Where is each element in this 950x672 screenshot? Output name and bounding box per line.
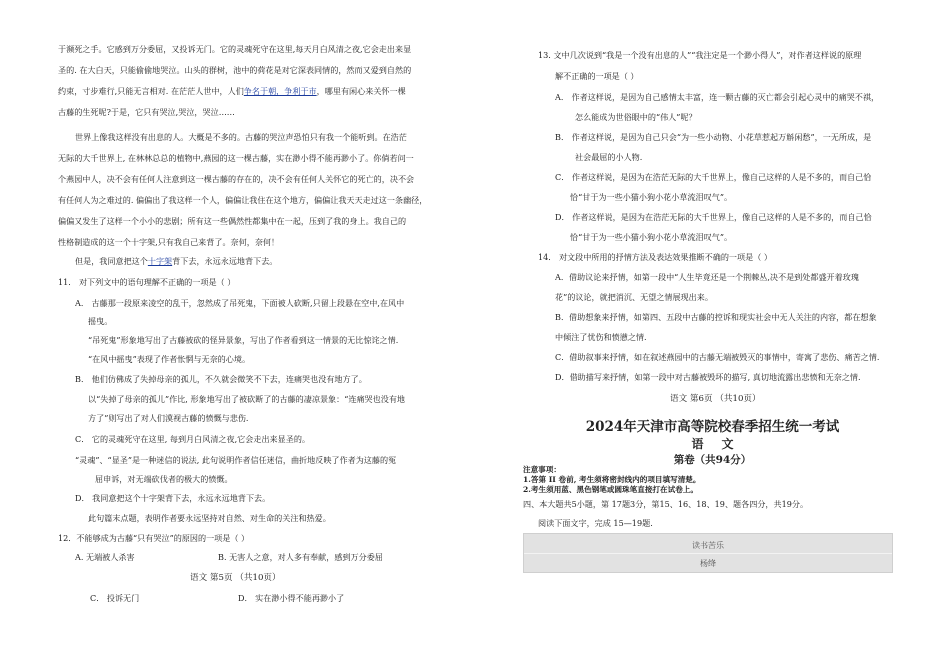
text-line: 摇曳。	[88, 316, 113, 326]
text-line: 恰“甘于为一些小猫小狗小花小草流泪叹气”。	[570, 232, 733, 242]
option-a: A． 古藤那一段原来凌空的乱干，忽然成了吊死鬼，下面被人砍断,只留上段悬在空中,在风中	[75, 298, 405, 308]
exam-title: 2024年天津市高等院校春季招生统一考试	[585, 419, 840, 435]
idiom-link[interactable]: 争名于朝，争利于市	[243, 86, 317, 96]
divider	[524, 553, 892, 554]
text-line: 解不正确的一项是（ ）	[555, 71, 639, 81]
text-line: 以“失掉了母亲的孤儿”作比, 形象地写出了被砍断了的古藤的凄凉景象：“连痛哭也没有地	[88, 394, 406, 404]
article-author: 杨绛	[700, 559, 716, 568]
option-b: B． 他们仿佛成了失掉母亲的孤儿，不久就会微笑不下去，连痛哭也没有地方了。	[75, 374, 367, 384]
notice-heading: 注意事项：	[523, 465, 561, 474]
page-footer: 语文 第5页 （共10页）	[190, 573, 281, 583]
text-line: “吊死鬼”形象地写出了古藤被砍的怪异景象，写出了作者看到这一情景的无比惊诧之情.	[88, 335, 399, 345]
question-11: 11． 对下列文中的语句理解不正确的一项是（ ）	[58, 277, 236, 287]
text-line: 圣的. 在大白天，只能偷偷地哭泣。山头的群树，池中的荷花是对它深表同情的，然而又爱到自然的	[58, 65, 412, 75]
right-page	[475, 0, 950, 672]
option-b: B． 作者这样说，是因为自己只会“为一些小动物、小花草惹起万斛闲愁”，一无所成，是	[555, 132, 872, 142]
text-line: 社会最屈的小人物.	[575, 152, 643, 162]
text-line	[58, 85, 406, 97]
text-segment: 但是，我同意把这个	[75, 256, 148, 266]
text-line: 有任何人为之难过的. 偏偏出了我这样一个人，偏偏让我住在这个地方，偏偏让我天天走过这一条幽径，	[58, 195, 428, 205]
reading-instruction: 阅读下面文字，完成 15—19题.	[538, 518, 653, 528]
option-d: D．借助描写来抒情，如第一段中对古藤被毁坏的描写, 真切地流露出悲愤和无奈之情.	[555, 372, 861, 382]
text-line: “在风中摇曳”表现了作者怅惘与无奈的心境。	[88, 354, 251, 364]
page-footer: 语文 第6页 （共10页）	[670, 394, 761, 404]
text-line: 世界上像我这样没有出息的人。大概是不多的。古藤的哭泣声恐怕只有我一个能听到。在浩茫	[75, 132, 407, 142]
article-title: 读书苦乐	[692, 541, 724, 550]
question-12: 12．不能够成为古藤“只有哭泣”的原因的一项是（ ）	[58, 533, 250, 543]
text-segment: ，哪里有闲心来关怀一棵	[316, 86, 406, 96]
option-b: B. 无害人之意，对人多有奉献，感到万分委屈	[218, 552, 383, 562]
text-line: 屈申诉，对无端砍伐者的极大的愤慨。	[95, 474, 233, 484]
option-c: C． 作者这样说，是因为在浩茫无际的大千世界上，像自己这样的人是不多的，而自己恰	[555, 172, 872, 182]
option-d: D． 实在渺小得不能再渺小了	[238, 593, 345, 603]
exam-subject: 语文	[691, 437, 752, 451]
text-line: 方了”则写出了对人们漠视古藤的愤慨与悲伤.	[88, 413, 249, 423]
question-13: 13. 文中几次说到“我是一个没有出息的人”“我注定是一个渺小得人”，对作者这样说的原理	[538, 50, 862, 60]
text-line: 怎么能成为世俗眼中的“伟人”呢？	[575, 112, 697, 122]
text-line: 恰“甘于为一些小猫小狗小花小草流泪叹气”。	[570, 192, 733, 202]
option-a: A. 无端被人杀害	[75, 552, 135, 562]
option-d: D． 作者这样说，是因为在浩茫无际的大千世界上，像自己这样的人是不多的，而自己恰	[555, 212, 872, 222]
option-d: D． 我同意把这个十字架背下去，永远永远地背下去。	[75, 493, 271, 503]
cross-link[interactable]: 十字架	[147, 256, 173, 266]
text-line	[75, 255, 277, 267]
text-line: 古藤的生死呢?于是，它只有哭泣,哭泣，哭泣……	[58, 107, 235, 117]
text-segment: 背下去，永远永远地背下去。	[172, 256, 278, 266]
text-segment: 约束，寸步难行,只能无言相对. 在茫茫人世中，人们	[58, 86, 244, 96]
text-line: 个燕园中人，决不会有任何人注意到这一棵古藤的存在的，决不会有任何人关怀它的死亡的，决不会	[58, 174, 415, 184]
option-a: A． 作者这样说，是因为自己感情太丰富，连一颗古藤的灭亡都会引起心灵中的痛哭不祺，	[555, 92, 880, 102]
text-line: 花”的议论，就把消沉、无望之情展现出来。	[555, 292, 713, 302]
text-line: 中倾注了忧伤和愤懑之情.	[555, 332, 647, 342]
option-c: C． 它的灵魂死守在这里, 每到月白风清之夜,它会走出来显圣的。	[75, 434, 311, 444]
text-line: 偏偏又发生了这样一个小小的悲剧；所有这一些偶然性都集中在一起，压到了我的身上。我自己的	[58, 216, 407, 226]
section-four-heading: 四、本大题共5小题，第 17题3分，第15、16、18、19、题各四分，共19分。	[523, 499, 809, 509]
text-line: 于濒死之手。它感到万分委屈，又投诉无门。它的灵魂死守在这里,每天月白风清之夜,它会走出来显	[58, 44, 412, 54]
text-line: “灵魂”、“显圣”是一种迷信的说法, 此句说明作者信任迷信，曲折地反映了作者为这藤的冤	[75, 455, 397, 465]
option-c: C．借助叙事来抒情，如在叙述燕园中的古藤无端被毁灭的事情中，寄寓了悲伤、痛苦之情.	[555, 352, 880, 362]
exam-section: 第卷（共94分）	[673, 454, 752, 466]
text-line: 性格制造成的这一个十字架,只有我自己来背了。奈何，奈何！	[58, 237, 280, 247]
notice-item: 2.考生须用蓝、黑色钢笔或圆珠笔直接打在试卷上。	[523, 485, 698, 494]
article-header	[523, 533, 893, 573]
option-c: C． 投诉无门	[90, 593, 140, 603]
option-b: B．借助想象来抒情，如第四、五段中古藤的控诉和现实社会中无人关注的内容，都在想象	[555, 312, 877, 322]
option-a: A．借助议论来抒情，如第一段中“人生毕竟还是一个荆棘丛,决不是到处都盛开着玫瑰	[555, 272, 859, 282]
notice-item: 1.答第 II 卷前, 考生须将密封线内的项目填写清楚。	[523, 475, 701, 484]
text-line: 无际的大千世界上, 在林林总总的植物中,燕园的这一棵古藤，实在渺小得不能再渺小了。你倘若问一	[58, 153, 414, 163]
question-14: 14． 对文段中所用的抒情方法及表达效果推断不确的一项是（ ）	[538, 252, 772, 262]
text-line: 此句篇末点题，表明作者要永远坚持对自然、对生命的关注和热爱。	[88, 513, 331, 523]
